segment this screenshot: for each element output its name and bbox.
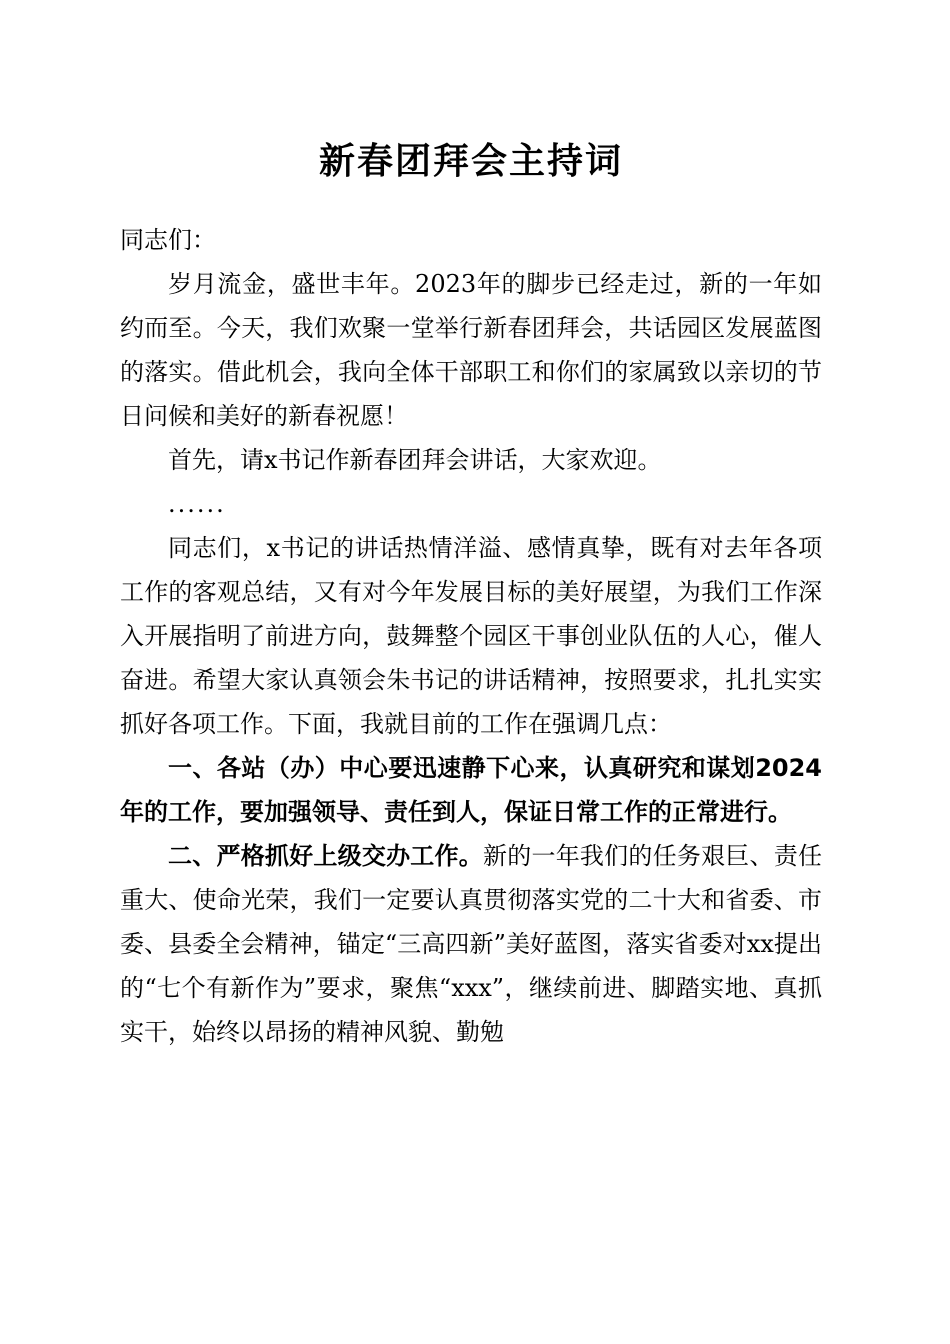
document-page <box>120 0 822 1054</box>
paragraph-summary: 同志们，x书记的讲话热情洋溢、感情真挚，既有对去年各项工作的客观总结，又有对今年发展目标的美好展望，为我们工作深入开展指明了前进方向，鼓舞整个园区干事创业队伍的人心，催人奋进。希望大家认真领会朱书记的讲话精神，按照要求，扎扎实实抓好各项工作。下面，我就目前的工作在强调几点： <box>120 534 822 738</box>
point-one: 一、各站（办）中心要迅速静下心来，认真研究和谋划2024年的工作，要加强领导、责任到人，保证日常工作的正常进行。 <box>120 754 822 826</box>
salutation: 同志们： <box>120 226 216 254</box>
paragraph-opening: 岁月流金，盛世丰年。2023年的脚步已经走过，新的一年如约而至。今天，我们欢聚一堂举行新春团拜会，共话园区发展蓝图的落实。借此机会，我向全体干部职工和你们的家属致以亲切的节日问候和美好的新春祝愿！ <box>120 270 822 430</box>
document-title: 新春团拜会主持词 <box>318 141 623 182</box>
paragraph-ellipsis: ...... <box>168 490 226 518</box>
point-two <box>120 834 822 1054</box>
paragraph-invitation: 首先，请x书记作新春团拜会讲话，大家欢迎。 <box>168 446 662 474</box>
point-two-heading: 二、严格抓好上级交办工作。 <box>168 842 483 870</box>
point-two-body: 新的一年我们的任务艰巨、责任重大、使命光荣，我们一定要认真贯彻落实党的二十大和省委、市委、县委全会精神，锚定“三高四新”美好蓝图，落实省委对xx提出的“七个有新作为”要求，聚焦“xxx”，继续前进、脚踏实地、真抓实干，始终以昂扬的精神风貌、勤勉 <box>120 842 822 1046</box>
